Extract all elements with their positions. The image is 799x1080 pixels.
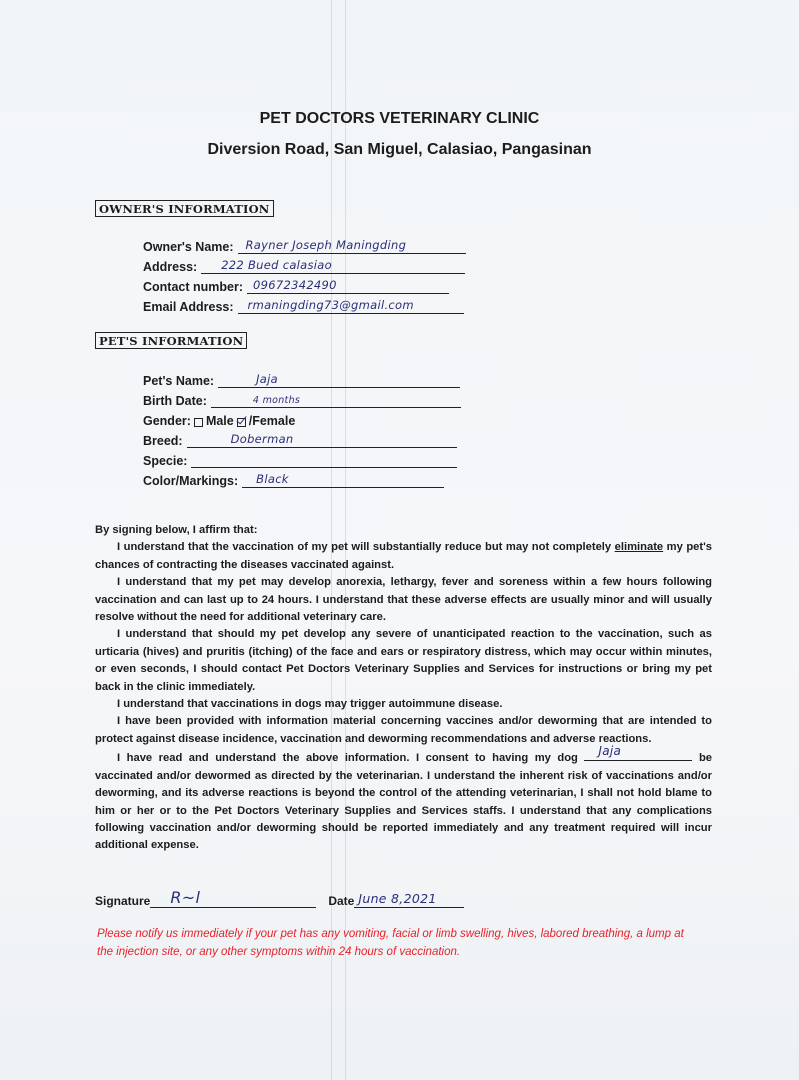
consent-p1-text-end: my pet's chances of contracting the diseases vaccinated against. [95, 541, 712, 571]
consent-dog-name-value: Jaja [598, 743, 622, 758]
pet-color-field [143, 470, 444, 488]
pet-section-title: PET'S INFORMATION [95, 332, 247, 349]
pet-name-label: Pet's Name: [143, 374, 215, 388]
date-value: June 8,2021 [358, 891, 437, 906]
pet-gender-label: Gender: [143, 414, 191, 428]
owner-contact-field [143, 276, 449, 294]
owner-name-value: Rayner Joseph Maningding [245, 238, 407, 252]
signature-label: Signature [95, 894, 151, 908]
owner-email-field [143, 296, 464, 314]
pet-breed-value: Doberman [230, 432, 294, 446]
owner-address-field [143, 256, 465, 274]
owner-contact-value: 09672342490 [253, 278, 337, 292]
gender-male-checkbox[interactable] [194, 418, 203, 427]
pet-color-line[interactable] [242, 472, 444, 488]
consent-paragraph-1 [95, 539, 712, 574]
owner-address-line[interactable] [201, 258, 465, 274]
consent-paragraph-2: I understand that my pet may develop anorexia, lethargy, fever and soreness within a few hours following vaccination and can last up to 24 hours. I understand that these adverse effects are usually minor and will usually resolve without the need for additional veterinary care. [95, 576, 712, 624]
gender-female-label: /Female [248, 414, 296, 428]
pet-specie-line[interactable] [191, 452, 457, 468]
pet-color-label: Color/Markings: [143, 474, 239, 488]
date-line[interactable] [354, 889, 464, 908]
consent-p1-text: I understand that the vaccination of my pet will substantially reduce but may not completely [117, 541, 615, 554]
clinic-name: PET DOCTORS VETERINARY CLINIC [259, 110, 540, 127]
owner-address-value: 222 Bued calasiao [221, 258, 332, 272]
consent-p6-text-end: be vaccinated and/or dewormed as directed by the veterinarian. I understand the inherent risk of vaccinations and/or deworming, and its adverse reactions is beyond the control of the attending veterinarian, I shall not hold blame to him or her or to the Pet Doctors Veterinary Supplies and Services staffs. I understand that any complications following vaccination and/or deworming should be reported immediately and any treatment required will incur additional expense. [95, 752, 713, 852]
owner-contact-label: Contact number: [143, 280, 243, 294]
pet-name-line[interactable] [218, 372, 460, 388]
pet-breed-field [143, 430, 457, 448]
owner-email-value: rmaningding73@gmail.com [247, 298, 414, 312]
pet-breed-line[interactable] [187, 432, 457, 448]
pet-gender-field [143, 410, 295, 428]
consent-p6-text: I have read and understand the above information. I consent to having my dog [117, 752, 585, 765]
pet-name-field [143, 370, 460, 388]
pet-specie-label: Specie: [143, 454, 188, 468]
signature-value: R~l [170, 888, 201, 907]
owner-email-label: Email Address: [143, 300, 234, 314]
consent-text [95, 522, 712, 855]
consent-dog-name-line[interactable] [584, 743, 692, 761]
notice-text: Please notify us immediately if your pet has any vomiting, facial or limb swelling, hives, labored breathing, a lump at the injection site, or any other symptoms within 24 hours of vaccination. [97, 928, 684, 958]
pet-birthdate-field [143, 390, 461, 408]
consent-lead: By signing below, I affirm that: [95, 524, 258, 536]
owner-name-line[interactable] [238, 238, 466, 254]
owner-address-label: Address: [143, 260, 198, 274]
signature-row [95, 888, 464, 908]
gender-male-label: Male [205, 414, 234, 428]
consent-paragraph-3: I understand that should my pet develop any severe of unanticipated reaction to the vaccination, such as urticaria (hives) and pruritis (itching) of the face and ears or respiratory distress, which may occur within minutes, or even seconds, I should contact Pet Doctors Veterinary Supplies and Services for instructions or bring my pet back in the clinic immediately. [95, 628, 712, 693]
pet-color-value: Black [256, 472, 289, 486]
consent-paragraph-5: I have been provided with information material concerning vaccines and/or deworming that are intended to protect against disease incidence, vaccination and deworming recommendations and adverse reactions. [95, 715, 712, 745]
pet-birthdate-line[interactable] [211, 392, 461, 408]
owner-name-field [143, 236, 466, 254]
signature-line[interactable] [150, 889, 316, 908]
owner-contact-line[interactable] [247, 278, 449, 294]
consent-p1-underlined: eliminate [614, 541, 664, 554]
pet-birthdate-value: 4 months [252, 395, 301, 406]
date-label: Date [328, 894, 355, 908]
pet-birthdate-label: Birth Date: [143, 394, 207, 408]
consent-paragraph-6 [95, 743, 713, 854]
pet-name-value: Jaja [256, 372, 278, 386]
consent-paragraph-4: I understand that vaccinations in dogs may trigger autoimmune disease. [117, 698, 503, 711]
owner-name-label: Owner's Name: [143, 240, 234, 254]
owner-section-title: OWNER'S INFORMATION [95, 200, 274, 217]
owner-email-line[interactable] [238, 298, 464, 314]
gender-female-checkbox[interactable] [237, 418, 246, 427]
pet-breed-label: Breed: [143, 434, 183, 448]
clinic-address: Diversion Road, San Miguel, Calasiao, Pangasinan [207, 141, 592, 158]
pet-specie-field [143, 450, 457, 468]
